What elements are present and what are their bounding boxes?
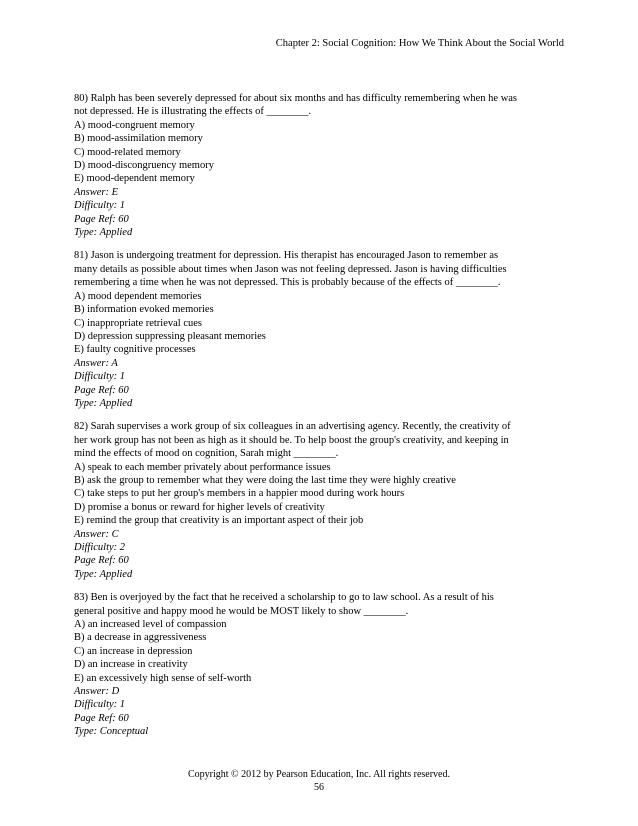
option-b: B) mood-assimilation memory xyxy=(74,133,203,145)
difficulty: Difficulty: 1 xyxy=(74,699,126,711)
page-ref: Page Ref: 60 xyxy=(74,213,129,225)
option-a: A) mood dependent memories xyxy=(74,290,202,302)
option-c: C) inappropriate retrieval cues xyxy=(74,317,202,329)
answer: Answer: C xyxy=(74,528,119,540)
option-e: E) remind the group that creativity is an important aspect of their job xyxy=(74,515,364,527)
option-a: A) an increased level of compassion xyxy=(74,619,227,631)
question-type: Type: Applied xyxy=(74,227,133,239)
option-e: E) an excessively high sense of self-worth xyxy=(74,672,252,684)
option-e: E) faulty cognitive processes xyxy=(74,344,196,356)
option-b: B) a decrease in aggressiveness xyxy=(74,632,207,644)
page-ref: Page Ref: 60 xyxy=(74,555,129,567)
stem-line: remembering a time when he was not depressed. This is probably because of the effects of ________. xyxy=(74,277,501,289)
difficulty: Difficulty: 1 xyxy=(74,371,126,383)
difficulty: Difficulty: 1 xyxy=(74,200,126,212)
question-81 xyxy=(74,249,568,410)
question-type: Type: Conceptual xyxy=(74,726,149,738)
copyright-notice: Copyright © 2012 by Pearson Education, Inc. All rights reserved. xyxy=(188,769,450,780)
stem-line: 80) Ralph has been severely depressed for about six months and has difficulty remembering when he was xyxy=(74,93,518,104)
question-82 xyxy=(74,420,568,581)
question-stem xyxy=(74,420,568,460)
running-header: Chapter 2: Social Cognition: How We Think About the Social World xyxy=(275,38,564,49)
stem-line: 83) Ben is overjoyed by the fact that he received a scholarship to go to law school. As a result of his xyxy=(74,592,494,604)
stem-line: 82) Sarah supervises a work group of six colleagues in an advertising agency. Recently, the creativity of xyxy=(74,421,511,433)
question-stem xyxy=(74,249,568,289)
option-c: C) an increase in depression xyxy=(74,645,193,657)
question-list xyxy=(74,92,568,749)
option-a: A) mood-congruent memory xyxy=(74,119,195,131)
difficulty: Difficulty: 2 xyxy=(74,542,126,553)
page-ref: Page Ref: 60 xyxy=(74,384,129,396)
question-stem xyxy=(74,92,568,119)
stem-line: 81) Jason is undergoing treatment for depression. His therapist has encouraged Jason to remember as xyxy=(74,250,499,262)
stem-line: her work group has not been as high as it should be. To help boost the group's creativity, and keeping in xyxy=(74,434,509,446)
option-d: D) mood-discongruency memory xyxy=(74,160,214,172)
page-footer xyxy=(0,768,638,794)
option-c: C) take steps to put her group's members in a happier mood during work hours xyxy=(74,488,405,500)
answer: Answer: A xyxy=(74,357,118,369)
page-ref: Page Ref: 60 xyxy=(74,712,129,724)
answer: Answer: D xyxy=(74,686,120,698)
stem-line: mind the effects of mood on cognition, Sarah might ________. xyxy=(74,448,339,460)
stem-line: many details as possible about times when Jason was not feeling depressed. Jason is having difficulties xyxy=(74,263,507,275)
option-c: C) mood-related memory xyxy=(74,146,181,158)
stem-line: not depressed. He is illustrating the effects of ________. xyxy=(74,106,312,118)
question-type: Type: Applied xyxy=(74,568,133,580)
page-number: 56 xyxy=(314,782,324,793)
option-a: A) speak to each member privately about performance issues xyxy=(74,461,331,473)
option-e: E) mood-dependent memory xyxy=(74,173,195,185)
question-stem xyxy=(74,591,568,618)
question-83 xyxy=(74,591,568,738)
option-d: D) promise a bonus or reward for higher levels of creativity xyxy=(74,501,325,513)
option-d: D) depression suppressing pleasant memories xyxy=(74,330,266,342)
answer: Answer: E xyxy=(74,186,119,198)
stem-line: general positive and happy mood he would be MOST likely to show ________. xyxy=(74,605,409,617)
option-b: B) information evoked memories xyxy=(74,304,214,316)
question-type: Type: Applied xyxy=(74,397,133,409)
option-b: B) ask the group to remember what they were doing the last time they were highly creative xyxy=(74,474,456,486)
question-80 xyxy=(74,92,568,239)
option-d: D) an increase in creativity xyxy=(74,659,188,671)
